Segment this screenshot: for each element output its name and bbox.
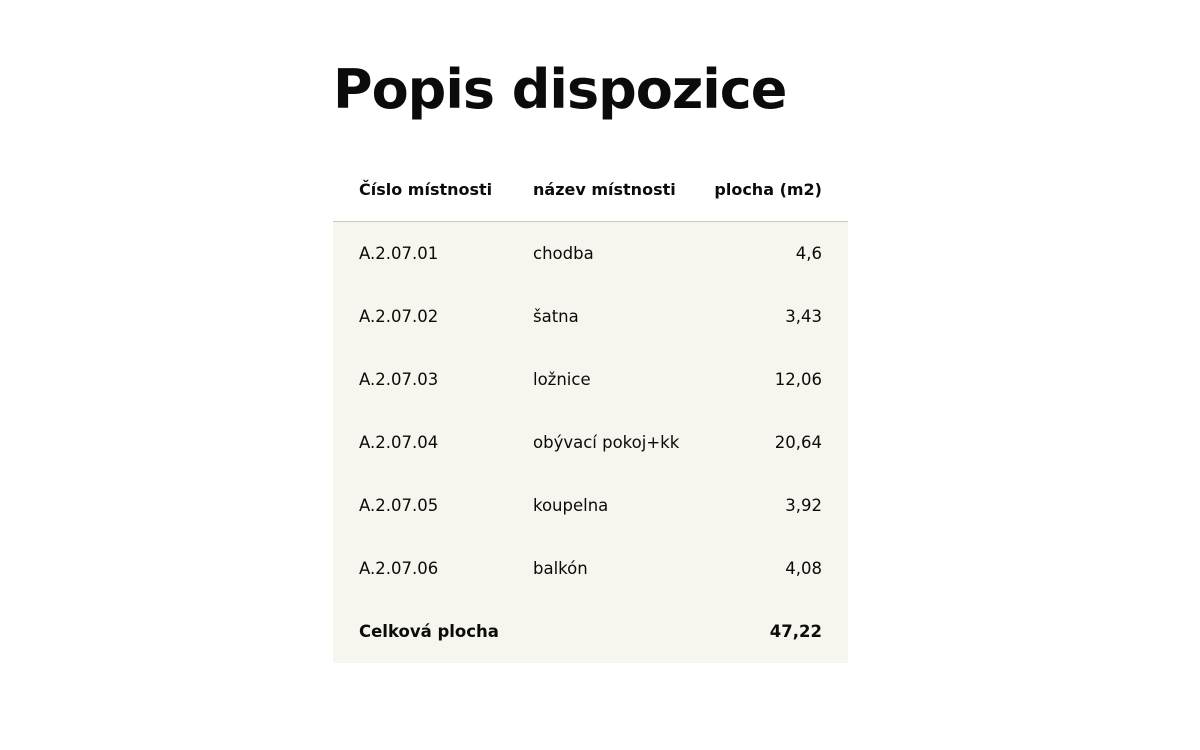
table-row [333,348,848,411]
total-label: Celková plocha [359,622,499,641]
room-number: A.2.07.06 [359,559,439,578]
room-area: 4,08 [785,559,822,578]
table-total-row [333,600,848,663]
column-header-area: plocha (m2) [714,180,822,199]
room-name: chodba [533,244,594,263]
column-header-room-name: název místnosti [533,180,676,199]
room-area: 3,43 [785,307,822,326]
room-name: ložnice [533,370,591,389]
total-area: 47,22 [769,622,822,641]
table-row [333,474,848,537]
room-number: A.2.07.03 [359,370,439,389]
room-table [333,158,848,663]
table-row [333,411,848,474]
room-area: 20,64 [774,433,822,452]
table-header-row [333,158,848,222]
room-number: A.2.07.02 [359,307,439,326]
room-name: šatna [533,307,579,326]
room-name: obývací pokoj+kk [533,433,680,452]
room-name: koupelna [533,496,609,515]
room-number: A.2.07.01 [359,244,439,263]
table-row [333,222,848,285]
table-row [333,285,848,348]
room-area: 12,06 [774,370,822,389]
room-area: 4,6 [795,244,822,263]
table-row [333,537,848,600]
page-title: Popis dispozice [333,58,787,121]
room-number: A.2.07.04 [359,433,439,452]
table-body [333,222,848,663]
column-header-room-number: Číslo místnosti [359,180,493,199]
room-number: A.2.07.05 [359,496,439,515]
room-area: 3,92 [785,496,822,515]
room-name: balkón [533,559,588,578]
